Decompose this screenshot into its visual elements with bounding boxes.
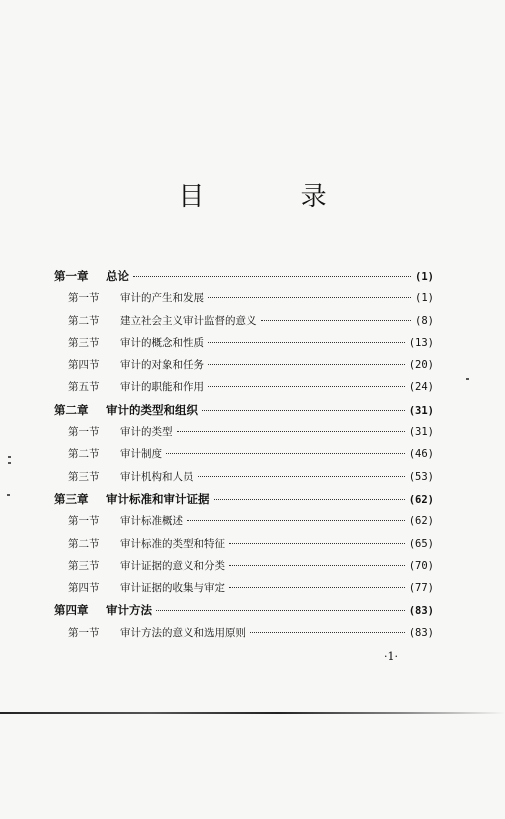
toc-entry-number: 第一节 (68, 426, 100, 439)
toc-entry-title: 审计方法的意义和选用原则 (120, 626, 246, 639)
scan-edge-line (0, 712, 505, 714)
toc-section-row (54, 536, 434, 558)
toc-entry-title: 审计证据的收集与审定 (120, 582, 225, 595)
toc-entry-number: 第四节 (68, 582, 100, 595)
scan-speck (466, 378, 469, 380)
toc-page-number: (65) (408, 537, 434, 550)
table-of-contents (54, 268, 434, 647)
dot-leader (208, 342, 405, 343)
toc-page-number: (83) (408, 605, 434, 618)
toc-section-row (54, 625, 434, 647)
toc-page-number: (46) (408, 448, 434, 461)
toc-entry-number: 第二节 (68, 448, 100, 461)
toc-section-row (54, 379, 434, 401)
toc-entry-title: 审计的概念和性质 (120, 336, 204, 349)
toc-section-row (54, 446, 434, 468)
toc-entry-number: 第三节 (68, 336, 100, 349)
toc-entry-number: 第四节 (68, 359, 100, 372)
toc-page-number: (31) (408, 404, 434, 417)
dot-leader (261, 320, 412, 321)
toc-entry-title: 审计证据的意义和分类 (120, 559, 225, 572)
toc-entry-number: 第一节 (68, 292, 100, 305)
toc-page-number: (1) (415, 292, 434, 305)
toc-entry-title: 审计制度 (120, 448, 162, 461)
toc-page-number: (31) (408, 426, 434, 439)
toc-entry-title: 审计的类型和组织 (106, 402, 198, 417)
toc-page-number: (20) (408, 359, 434, 372)
toc-entry-title: 审计的职能和作用 (120, 381, 204, 394)
dot-leader (166, 453, 405, 454)
toc-entry-number: 第三章 (54, 491, 89, 506)
toc-entry-title: 审计的产生和发展 (120, 292, 204, 305)
toc-entry-title: 审计的类型 (120, 426, 173, 439)
toc-entry-title: 审计的对象和任务 (120, 359, 204, 372)
dot-leader (198, 476, 405, 477)
scan-speck (7, 494, 10, 496)
toc-page-number: (13) (408, 336, 434, 349)
dot-leader (177, 431, 405, 432)
dot-leader (156, 610, 405, 611)
toc-section-row (54, 580, 434, 602)
toc-section-row (54, 357, 434, 379)
toc-section-row (54, 313, 434, 335)
toc-page-number: (62) (408, 493, 434, 506)
toc-entry-title: 审计机构和人员 (120, 470, 194, 483)
toc-page-number: (83) (408, 626, 434, 639)
scan-speck (8, 462, 11, 464)
dot-leader (229, 587, 405, 588)
dot-leader (214, 499, 405, 500)
toc-page-number: (8) (415, 314, 434, 327)
toc-entry-number: 第一章 (54, 269, 89, 283)
toc-section-row (54, 290, 434, 312)
toc-entry-number: 第三节 (68, 470, 100, 483)
toc-entry-number: 第五节 (68, 381, 100, 394)
dot-leader (208, 386, 405, 387)
toc-entry-number: 第一节 (68, 515, 100, 528)
dot-leader (187, 520, 405, 521)
toc-section-row (54, 335, 434, 357)
page-number: ·1· (384, 650, 398, 663)
page-title: 目 录 (178, 182, 371, 212)
scan-speck (8, 456, 11, 458)
dot-leader (208, 297, 411, 298)
toc-entry-title: 审计方法 (106, 603, 152, 618)
toc-entry-title: 总论 (106, 269, 129, 283)
toc-entry-number: 第二节 (68, 537, 100, 550)
toc-page-number: (62) (408, 515, 434, 528)
toc-entry-number: 第三节 (68, 559, 100, 572)
dot-leader (229, 543, 405, 544)
toc-chapter-row (54, 491, 434, 513)
toc-page-number: (24) (408, 381, 434, 394)
dot-leader (133, 276, 411, 277)
toc-entry-number: 第一节 (68, 626, 100, 639)
toc-page-number: (77) (408, 582, 434, 595)
toc-section-row (54, 558, 434, 580)
toc-entry-number: 第二章 (54, 402, 89, 417)
toc-entry-title: 审计标准概述 (120, 515, 183, 528)
dot-leader (250, 632, 405, 633)
toc-entry-number: 第四章 (54, 603, 89, 618)
toc-entry-title: 建立社会主义审计监督的意义 (120, 314, 257, 327)
toc-page-number: (1) (415, 271, 434, 283)
toc-page-number: (70) (408, 559, 434, 572)
toc-section-row (54, 424, 434, 446)
dot-leader (202, 410, 405, 411)
toc-section-row (54, 469, 434, 491)
toc-entry-title: 审计标准的类型和特征 (120, 537, 225, 550)
toc-page-number: (53) (408, 470, 434, 483)
toc-section-row (54, 513, 434, 535)
dot-leader (229, 565, 405, 566)
toc-chapter-row (54, 268, 434, 290)
dot-leader (208, 364, 405, 365)
toc-chapter-row (54, 402, 434, 424)
toc-chapter-row (54, 602, 434, 624)
toc-entry-title: 审计标准和审计证据 (106, 491, 210, 506)
toc-entry-number: 第二节 (68, 314, 100, 327)
